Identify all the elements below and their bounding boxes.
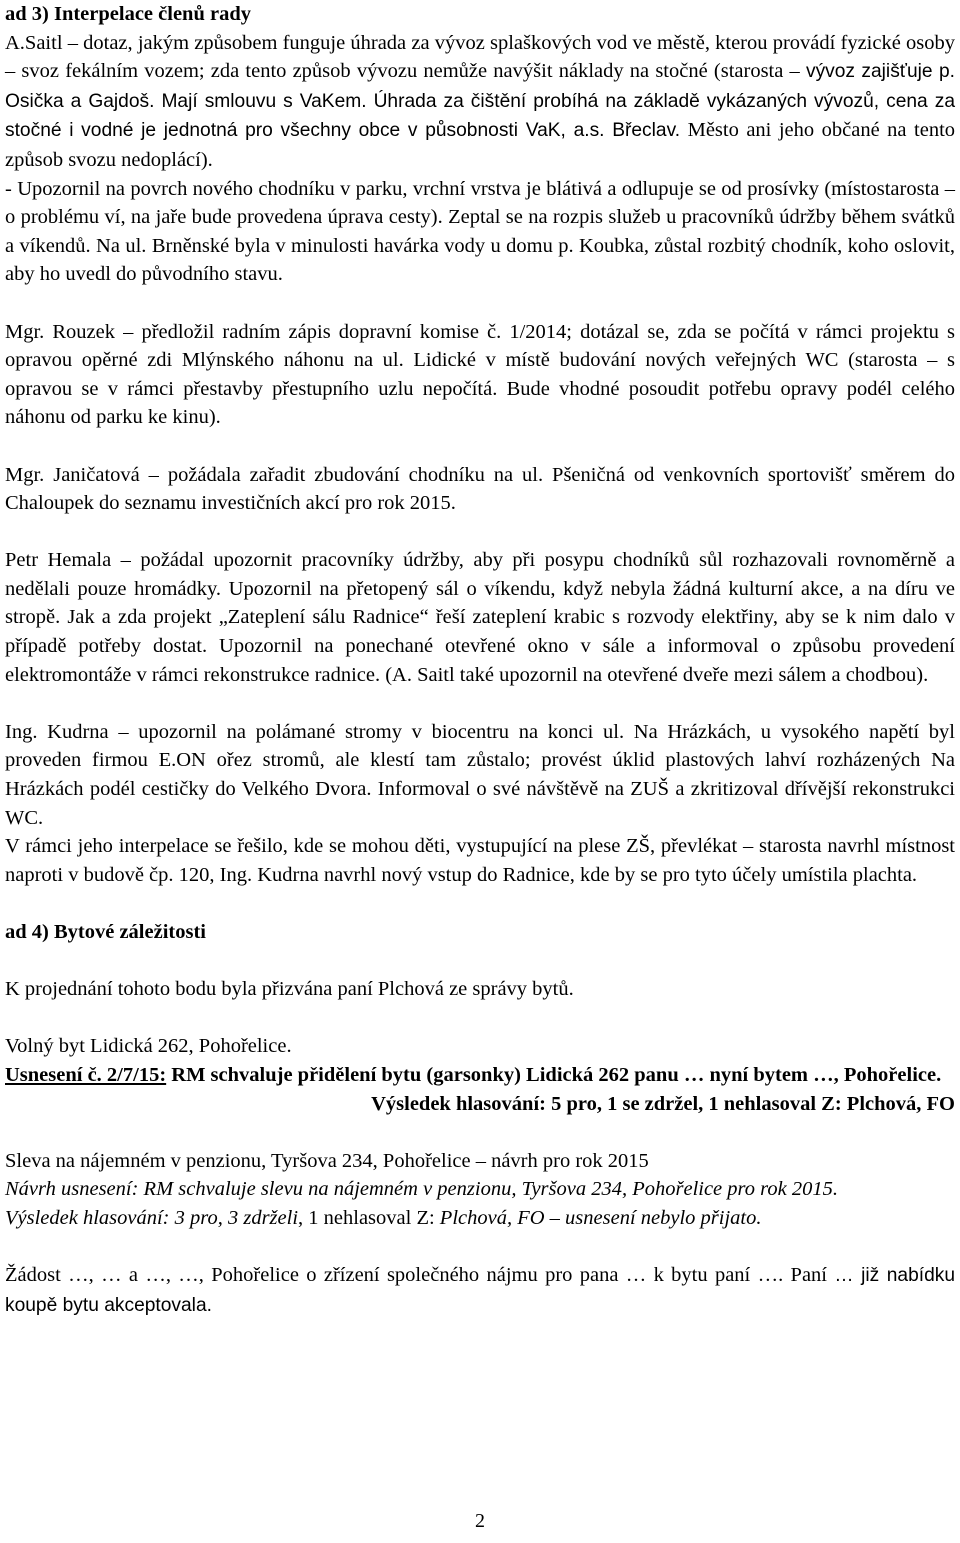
spacer — [5, 1118, 955, 1147]
section-4-heading: ad 4) Bytové záležitosti — [5, 921, 206, 943]
paragraph-navrh: Návrh usnesení: RM schvaluje slevu na nájemném v penzionu, Tyršova 234, Pohořelice pro rok 2015. — [5, 1178, 838, 1201]
paragraph-saitl-2: - Upozornil na povrch nového chodníku v parku, vrchní vrstva je blátivá a odlupuje se od prosívky (místostarosta – o problému ví, na jaře bude provedena úprava cesty). Zeptal se na rozpis služeb u pracovníků údržby během svátků a víkendů. Na ul. Brněnské byla v minulosti havárka vody u domu p. Koubka, zůstal rozbitý chodník, koho oslovit, aby ho uvedl do původního stavu. — [5, 177, 955, 286]
zadost-text: Žádost …, … a …, …, Pohořelice o zřízení společného nájmu pro pana … k bytu paní …. Paní — [5, 1264, 827, 1287]
section-3-heading: ad 3) Interpelace členů rady — [5, 3, 251, 25]
document-page — [5, 0, 955, 1320]
saitl-text-2: Město ani jeho občané na tento způsob svozu nedoplácí). — [5, 119, 956, 171]
paragraph-hemala: Petr Hemala – požádal upozornit pracovníky údržby, aby při posypu chodníků sůl rozhazovali rovnoměrně a nedělali pouze hromádky. Upozornil na přetopený sál o víkendu, když nebyla žádná kulturní akce, a na díru ve stropě. Jak a zda projekt „Zateplení sálu Radnice“ řeší zateplení krabic s rozvody elektřiny, aby se k nim dalo v případě potřeby dostat. Upozornil na ponechané otevřené okno v sále a informoval o způsobu provedení elektromontáže v rámci rekonstrukce radnice. (A. Saitl také upozornil na otevřené dveře mezi sálem a chodbou). — [5, 549, 955, 686]
spacer — [5, 518, 955, 547]
page-number: 2 — [475, 1510, 485, 1532]
paragraph-kudrna: Ing. Kudrna – upozornil na polámané stromy v biocentru na konci ul. Na Hrázkách, u vysokého napětí byl proveden firmou E.ON ořez stromů, ale klestí tam zůstalo; provést úklid plastových lahví rozházených Na Hrázkách podél cestičky do Velkého Dvora. Informoval o své návštěvě na ZUŠ a zkritizoval dřívější rekonstrukci WC. — [5, 720, 955, 829]
paragraph-sleva: Sleva na nájemném v penzionu, Tyršova 234, Pohořelice – návrh pro rok 2015 — [5, 1149, 649, 1172]
saitl-text-1: A.Saitl – dotaz, jakým způsobem funguje úhrada za vývoz splaškových vod ve městě, kterou provádí fyzické osoby – svoz fekálním vozem; zda tento způsob vývozu nemůže navýšit náklady na stočné (starosta – — [5, 31, 955, 83]
paragraph-janicatova: Mgr. Janičatová – požádala zařadit zbudování chodníku na ul. Pšeničná od venkovních sportovišť směrem do Chaloupek do seznamu investičních akcí pro rok 2015. — [5, 463, 955, 515]
vote-result: Výsledek hlasování: 5 pro, 1 se zdržel, 1 nehlasoval Z: Plchová, FO — [371, 1092, 955, 1115]
resolution-label: Usnesení č. 2/7/15: — [5, 1063, 167, 1086]
resolution — [5, 1061, 955, 1090]
spacer — [5, 1004, 955, 1033]
vote2-part-a: Výsledek hlasování: 3 pro, 3 zdrželi — [5, 1206, 299, 1229]
paragraph-intro: K projednání tohoto bodu byla přizvána paní Plchová ze správy bytů. — [5, 978, 574, 1001]
saitl-text-sans: vývoz zajišťuje p. Osička a Gajdoš. Mají smlouvu s VaKem. Úhrada za čištění probíhá na základě vykázaných vývozů, cena za stočné i vodné je jednotná pro všechny obce v působnosti VaK, a.s. Břeclav. — [5, 61, 955, 142]
resolution-text: RM schvaluje přidělení bytu (garsonky) Lidická 262 panu … nyní bytem …, Pohořelice. — [166, 1063, 942, 1086]
paragraph-rouzek: Mgr. Rouzek – předložil radním zápis dopravní komise č. 1/2014; dotázal se, zda se počítá v rámci projektu s opravou opěrné zdi Mlýnského náhonu na ul. Lidické v místě budování nových veřejných WC (starosta – s opravou se v rámci přestavby přestupního uzlu nepočítá. Bude vhodné posoudit potřebu opravy podél celého náhonu od parku ke kinu). — [5, 320, 955, 429]
vote2-part-c: Plchová, FO – usnesení nebylo přijato. — [439, 1206, 762, 1229]
paragraph-kudrna-2: V rámci jeho interpelace se řešilo, kde se mohou děti, vystupující na plese ZŠ, převlékat – starosta navrhl místnost naproti v budově čp. 120, Ing. Kudrna navrhl nový vstup do Radnice, kde by se pro tyto účely umístila plachta. — [5, 835, 955, 886]
vote2-part-b: , 1 nehlasoval Z: — [298, 1206, 440, 1229]
vote-result-2 — [5, 1204, 955, 1233]
paragraph-volny-byt: Volný byt Lidická 262, Pohořelice. — [5, 1035, 292, 1058]
spacer — [5, 1233, 955, 1262]
zadost-text-sans: … již nabídku koupě bytu akceptovala. — [5, 1265, 956, 1316]
paragraph-zadost — [5, 1261, 955, 1320]
spacer — [5, 889, 955, 918]
spacer — [5, 289, 955, 318]
spacer — [5, 947, 955, 976]
spacer — [5, 689, 955, 718]
spacer — [5, 432, 955, 461]
paragraph-saitl — [5, 29, 955, 175]
